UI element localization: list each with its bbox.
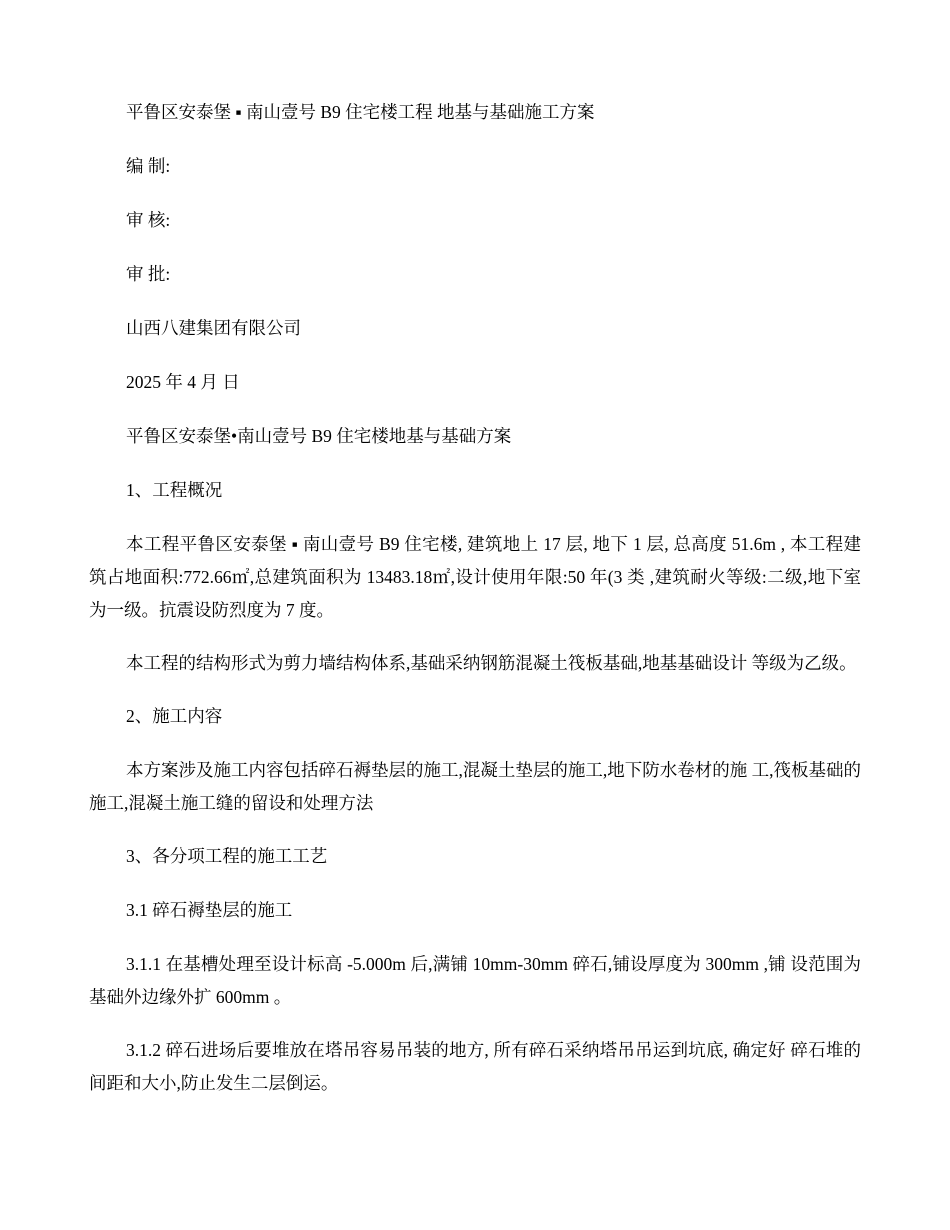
section-3-1-title: 3.1 碎石褥垫层的施工 — [126, 900, 293, 920]
company-name: 山西八建集团有限公司 — [126, 318, 301, 338]
document-body — [89, 96, 861, 1120]
cover-title: 平鲁区安泰堡 ▪ 南山壹号 B9 住宅楼工程 地基与基础施工方案 — [126, 102, 595, 122]
section-3-1-1-paragraph: 3.1.1 在基槽处理至设计标高 -5.000m 后,满铺 10mm-30mm 碎石,铺设厚度为 300mm ,铺 设范围为基础外边缘外扩 600mm 。 — [89, 954, 861, 1007]
approved-by-label: 审 批: — [126, 264, 171, 284]
document-heading: 平鲁区安泰堡•南山壹号 B9 住宅楼地基与基础方案 — [126, 426, 512, 446]
document-date: 2025 年 4 月 日 — [126, 372, 240, 392]
section-3-title: 3、各分项工程的施工工艺 — [126, 846, 328, 866]
reviewed-by-label: 审 核: — [126, 210, 171, 230]
section-1-paragraph-1: 本工程平鲁区安泰堡 ▪ 南山壹号 B9 住宅楼, 建筑地上 17 层, 地下 1 层, 总高度 51.6m , 本工程建筑占地面积:772.66㎡,总建筑面积为 13483.18㎡,设计使用年限:50 年(3 类 ,建筑耐火等级:二级,地下室为一级。抗震设防烈度为 7 度。 — [89, 534, 861, 620]
section-2-paragraph: 本方案涉及施工内容包括碎石褥垫层的施工,混凝土垫层的施工,地下防水卷材的施 工,筏板基础的施工,混凝土施工缝的留设和处理方法 — [89, 760, 861, 813]
section-1-title: 1、工程概况 — [126, 480, 223, 500]
section-3-1-2-paragraph: 3.1.2 碎石进场后要堆放在塔吊容易吊装的地方, 所有碎石采纳塔吊吊运到坑底, 确定好 碎石堆的间距和大小,防止发生二层倒运。 — [89, 1040, 861, 1093]
section-1-paragraph-2: 本工程的结构形式为剪力墙结构体系,基础采纳钢筋混凝土筏板基础,地基基础设计 等级为乙级。 — [126, 653, 857, 673]
section-2-title: 2、施工内容 — [126, 706, 223, 726]
compiled-by-label: 编 制: — [126, 156, 171, 176]
